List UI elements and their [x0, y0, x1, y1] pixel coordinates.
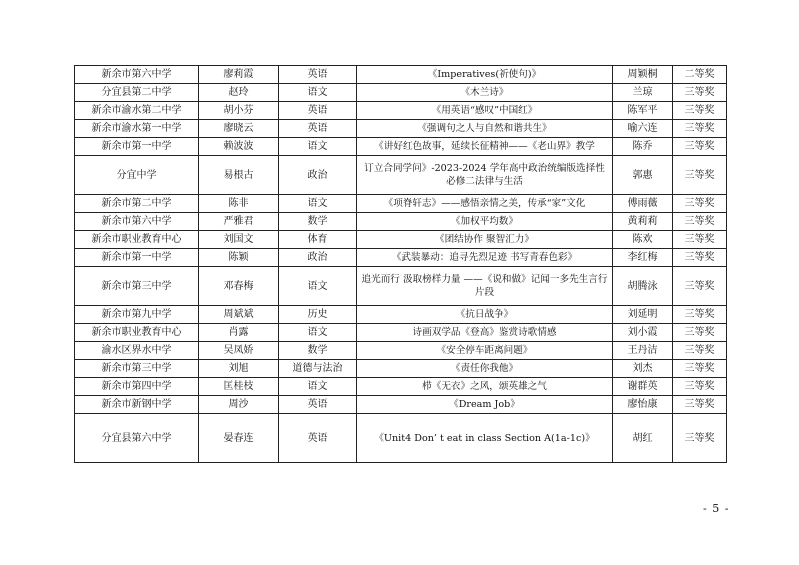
subject-cell: 英语	[279, 120, 357, 138]
work-title-cell: 诗画双学品《登高》鉴赏诗歌情感	[357, 324, 613, 342]
subject-cell: 道德与法治	[279, 360, 357, 378]
work-title-cell: 《责任你我他》	[357, 360, 613, 378]
award-cell: 三等奖	[673, 195, 727, 213]
school-cell: 分宜县第二中学	[75, 84, 199, 102]
school-cell: 新余市渝水第一中学	[75, 120, 199, 138]
work-title-cell: 追光而行 汲取榜样力量 ——《说和做》记闻一多先生言行片段	[357, 267, 613, 306]
table-row	[75, 378, 727, 396]
teacher-cell: 匡桂枝	[199, 378, 279, 396]
mentor-cell: 兰琼	[613, 84, 673, 102]
school-cell: 新余市第一中学	[75, 249, 199, 267]
school-cell: 新余市第四中学	[75, 378, 199, 396]
award-cell: 三等奖	[673, 396, 727, 414]
award-cell: 三等奖	[673, 231, 727, 249]
work-title-cell: 《木兰诗》	[357, 84, 613, 102]
teacher-cell: 胡小芬	[199, 102, 279, 120]
teacher-cell: 刘国文	[199, 231, 279, 249]
award-cell: 三等奖	[673, 360, 727, 378]
teacher-cell: 严雅君	[199, 213, 279, 231]
school-cell: 新余市渝水第二中学	[75, 102, 199, 120]
table-row	[75, 249, 727, 267]
work-title-cell: 栉《无衣》之风，颂英雄之气	[357, 378, 613, 396]
mentor-cell: 陈欢	[613, 231, 673, 249]
table-row	[75, 396, 727, 414]
school-cell: 新余市职业教育中心	[75, 324, 199, 342]
school-cell: 新余市第九中学	[75, 306, 199, 324]
award-cell: 三等奖	[673, 378, 727, 396]
teacher-cell: 易根古	[199, 156, 279, 195]
table-row	[75, 324, 727, 342]
award-cell: 三等奖	[673, 267, 727, 306]
teacher-cell: 陈非	[199, 195, 279, 213]
table-row	[75, 120, 727, 138]
work-title-cell: 《安全停车距离问题》	[357, 342, 613, 360]
awards-table-body	[75, 66, 727, 463]
teacher-cell: 陈颖	[199, 249, 279, 267]
mentor-cell: 王丹洁	[613, 342, 673, 360]
mentor-cell: 周颖桐	[613, 66, 673, 84]
teacher-cell: 赖波波	[199, 138, 279, 156]
award-cell: 二等奖	[673, 66, 727, 84]
subject-cell: 英语	[279, 66, 357, 84]
mentor-cell: 喻六连	[613, 120, 673, 138]
award-cell: 三等奖	[673, 306, 727, 324]
teacher-cell: 吴凤娇	[199, 342, 279, 360]
award-cell: 三等奖	[673, 138, 727, 156]
teacher-cell: 廖莉霞	[199, 66, 279, 84]
award-cell: 三等奖	[673, 249, 727, 267]
teacher-cell: 廖晓云	[199, 120, 279, 138]
teacher-cell: 周斌斌	[199, 306, 279, 324]
table-row	[75, 342, 727, 360]
table-row	[75, 66, 727, 84]
school-cell: 新余市第二中学	[75, 195, 199, 213]
teacher-cell: 邓春梅	[199, 267, 279, 306]
work-title-cell: 《Imperatives(祈使句)》	[357, 66, 613, 84]
award-cell: 三等奖	[673, 342, 727, 360]
award-cell: 三等奖	[673, 213, 727, 231]
table-row	[75, 195, 727, 213]
teacher-cell: 刘旭	[199, 360, 279, 378]
work-title-cell: 《讲好红色故事，延续长征精神——《老山界》教学	[357, 138, 613, 156]
work-title-cell: 订立合同学问》-2023-2024 学年高中政治统编版选择性必修二法律与生活	[357, 156, 613, 195]
work-title-cell: 《用英语“感叹”中国红》	[357, 102, 613, 120]
table-row	[75, 414, 727, 463]
table-row	[75, 267, 727, 306]
subject-cell: 英语	[279, 102, 357, 120]
mentor-cell: 廖怡康	[613, 396, 673, 414]
school-cell: 新余市第六中学	[75, 66, 199, 84]
work-title-cell: 《Dream Job》	[357, 396, 613, 414]
subject-cell: 语文	[279, 138, 357, 156]
page-number: - 5 -	[703, 502, 730, 515]
school-cell: 分宜县第六中学	[75, 414, 199, 463]
work-title-cell: 《加权平均数》	[357, 213, 613, 231]
teacher-cell: 肖露	[199, 324, 279, 342]
work-title-cell: 《团结协作 聚智汇力》	[357, 231, 613, 249]
table-row	[75, 360, 727, 378]
award-cell: 三等奖	[673, 324, 727, 342]
subject-cell: 历史	[279, 306, 357, 324]
award-cell: 三等奖	[673, 156, 727, 195]
work-title-cell: 《Unit4 Don’ t eat in class Section A(1a-1c)》	[357, 414, 613, 463]
school-cell: 新余市第三中学	[75, 267, 199, 306]
mentor-cell: 黄莉莉	[613, 213, 673, 231]
mentor-cell: 刘小霞	[613, 324, 673, 342]
subject-cell: 数学	[279, 213, 357, 231]
subject-cell: 英语	[279, 414, 357, 463]
school-cell: 新余市第六中学	[75, 213, 199, 231]
work-title-cell: 《强调句之人与自然和谐共生》	[357, 120, 613, 138]
subject-cell: 语文	[279, 267, 357, 306]
award-cell: 三等奖	[673, 120, 727, 138]
work-title-cell: 《项脊轩志》——感悟亲情之美，传承“家”文化	[357, 195, 613, 213]
mentor-cell: 傅雨薇	[613, 195, 673, 213]
school-cell: 新余市职业教育中心	[75, 231, 199, 249]
subject-cell: 体育	[279, 231, 357, 249]
subject-cell: 政治	[279, 156, 357, 195]
awards-table	[74, 65, 727, 463]
subject-cell: 语文	[279, 84, 357, 102]
school-cell: 分宜中学	[75, 156, 199, 195]
table-row	[75, 231, 727, 249]
school-cell: 渝水区界水中学	[75, 342, 199, 360]
subject-cell: 政治	[279, 249, 357, 267]
subject-cell: 语文	[279, 195, 357, 213]
subject-cell: 数学	[279, 342, 357, 360]
table-row	[75, 84, 727, 102]
subject-cell: 语文	[279, 378, 357, 396]
mentor-cell: 郭惠	[613, 156, 673, 195]
teacher-cell: 周沙	[199, 396, 279, 414]
mentor-cell: 胡腾泳	[613, 267, 673, 306]
award-cell: 三等奖	[673, 84, 727, 102]
school-cell: 新余市第一中学	[75, 138, 199, 156]
mentor-cell: 刘杰	[613, 360, 673, 378]
mentor-cell: 刘延明	[613, 306, 673, 324]
award-cell: 三等奖	[673, 414, 727, 463]
teacher-cell: 晏春连	[199, 414, 279, 463]
work-title-cell: 《武装暴动：追寻先烈足迹 书写青春色彩》	[357, 249, 613, 267]
subject-cell: 语文	[279, 324, 357, 342]
mentor-cell: 陈军平	[613, 102, 673, 120]
teacher-cell: 赵玲	[199, 84, 279, 102]
award-cell: 三等奖	[673, 102, 727, 120]
school-cell: 新余市第三中学	[75, 360, 199, 378]
mentor-cell: 谢群英	[613, 378, 673, 396]
table-row	[75, 102, 727, 120]
work-title-cell: 《抗日战争》	[357, 306, 613, 324]
table-row	[75, 213, 727, 231]
subject-cell: 英语	[279, 396, 357, 414]
mentor-cell: 胡红	[613, 414, 673, 463]
mentor-cell: 李红梅	[613, 249, 673, 267]
table-row	[75, 138, 727, 156]
table-row	[75, 156, 727, 195]
school-cell: 新余市新钢中学	[75, 396, 199, 414]
mentor-cell: 陈乔	[613, 138, 673, 156]
table-row	[75, 306, 727, 324]
